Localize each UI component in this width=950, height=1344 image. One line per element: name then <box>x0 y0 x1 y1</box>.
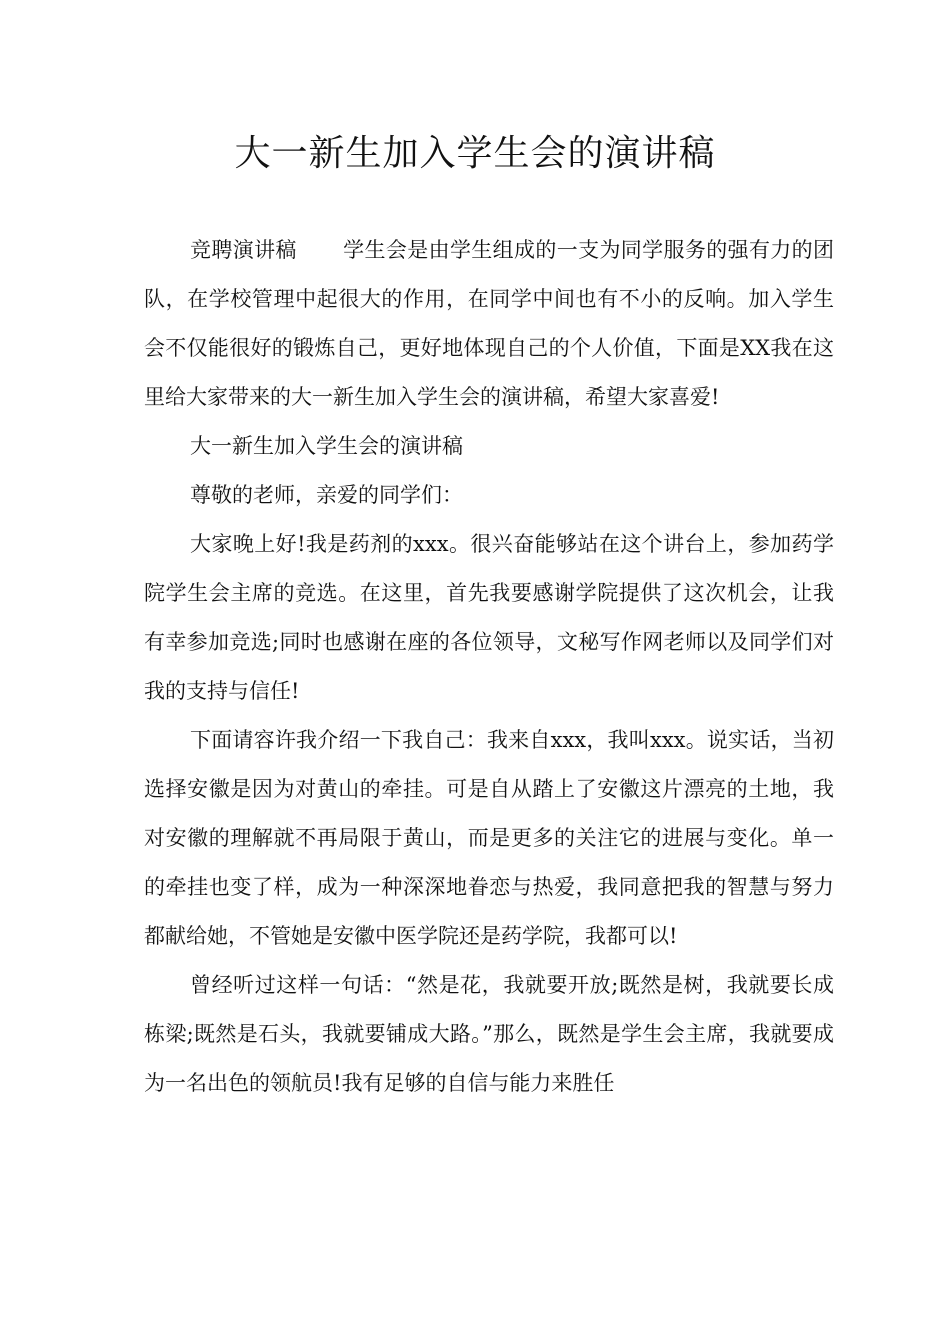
intro-text: 学生会是由学生组成的一支为同学服务的强有力的团队，在学校管理中起很大的作用，在同学中间也有不小的反响。加入学生会不仅能很好的锻炼自己，更好地体现自己的个人价值，下面是XX我在这里给大家带来的大一新生加入学生会的演讲稿，希望大家喜爱! <box>144 238 835 409</box>
document-title: 大一新生加入学生会的演讲稿 <box>234 133 716 174</box>
document-body <box>144 226 834 1108</box>
paragraph-greeting: 尊敬的老师，亲爱的同学们： <box>190 483 463 507</box>
paragraph-quote: 曾经听过这样一句话：“然是花，我就要开放;既然是树，我就要长成栋梁;既然是石头，我就要铺成大路。”那么，既然是学生会主席，我就要成为一名出色的领航员!我有足够的自信与能力来胜任 <box>144 973 834 1095</box>
intro-paragraph <box>144 226 834 422</box>
paragraph-self-introduction: 下面请容许我介绍一下我自己：我来自xxx，我叫xxx。说实话，当初选择安徽是因为对黄山的牵挂。可是自从踏上了安徽这片漂亮的土地，我对安徽的理解就不再局限于黄山，而是更多的关注它的进展与变化。单一的牵挂也变了样，成为一种深深地眷恋与热爱，我同意把我的智慧与努力都献给她，不管她是安徽中医学院还是药学院，我都可以! <box>144 728 834 948</box>
intro-label: 竞聘演讲稿 <box>190 238 297 262</box>
paragraph-opening: 大家晚上好!我是药剂的xxx。很兴奋能够站在这个讲台上，参加药学院学生会主席的竞选。在这里，首先我要感谢学院提供了这次机会，让我有幸参加竞选;同时也感谢在座的各位领导，文秘写作网老师以及同学们对我的支持与信任! <box>144 532 834 703</box>
paragraph-heading: 大一新生加入学生会的演讲稿 <box>190 434 463 458</box>
